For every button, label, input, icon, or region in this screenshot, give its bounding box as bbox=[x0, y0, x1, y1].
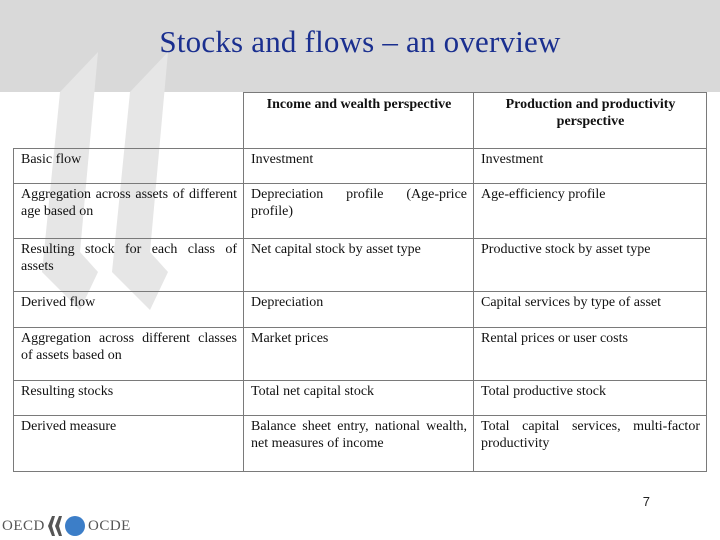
row-label: Aggregation across assets of different age based on bbox=[14, 184, 244, 239]
row-income: Depreciation bbox=[244, 292, 474, 328]
logo-text-ocde: OCDE bbox=[88, 518, 131, 534]
row-production: Total productive stock bbox=[474, 381, 707, 416]
row-label: Basic flow bbox=[14, 149, 244, 184]
row-production: Age-efficiency profile bbox=[474, 184, 707, 239]
row-production: Investment bbox=[474, 149, 707, 184]
row-production: Total capital services, multi-factor productivity bbox=[474, 416, 707, 472]
row-income: Market prices bbox=[244, 328, 474, 381]
row-label: Aggregation across different classes of assets based on bbox=[14, 328, 244, 381]
table-row bbox=[14, 381, 707, 416]
page-number: 7 bbox=[642, 494, 650, 509]
row-production: Productive stock by asset type bbox=[474, 239, 707, 292]
row-income: Total net capital stock bbox=[244, 381, 474, 416]
row-label: Derived flow bbox=[14, 292, 244, 328]
row-production: Rental prices or user costs bbox=[474, 328, 707, 381]
row-income: Depreciation profile (Age-price profile) bbox=[244, 184, 474, 239]
stocks-flows-table bbox=[13, 92, 707, 472]
row-income: Investment bbox=[244, 149, 474, 184]
table-row bbox=[14, 184, 707, 239]
table-header-production: Production and productivity perspective bbox=[474, 93, 707, 149]
row-income: Net capital stock by asset type bbox=[244, 239, 474, 292]
table-row bbox=[14, 292, 707, 328]
row-label: Resulting stock for each class of assets bbox=[14, 239, 244, 292]
table-header-income: Income and wealth perspective bbox=[244, 93, 474, 149]
row-label: Resulting stocks bbox=[14, 381, 244, 416]
table-header-row bbox=[14, 93, 707, 149]
logo-text-oecd: OECD bbox=[2, 518, 45, 534]
table-row bbox=[14, 416, 707, 472]
table-row bbox=[14, 328, 707, 381]
table-row bbox=[14, 149, 707, 184]
row-production: Capital services by type of asset bbox=[474, 292, 707, 328]
row-income: Balance sheet entry, national wealth, net measures of income bbox=[244, 416, 474, 472]
row-label: Derived measure bbox=[14, 416, 244, 472]
slide-title: Stocks and flows – an overview bbox=[159, 24, 561, 59]
table-row bbox=[14, 239, 707, 292]
oecd-logo-icon bbox=[46, 514, 86, 538]
table-header-corner bbox=[14, 93, 244, 149]
oecd-footer-logo bbox=[0, 512, 140, 540]
